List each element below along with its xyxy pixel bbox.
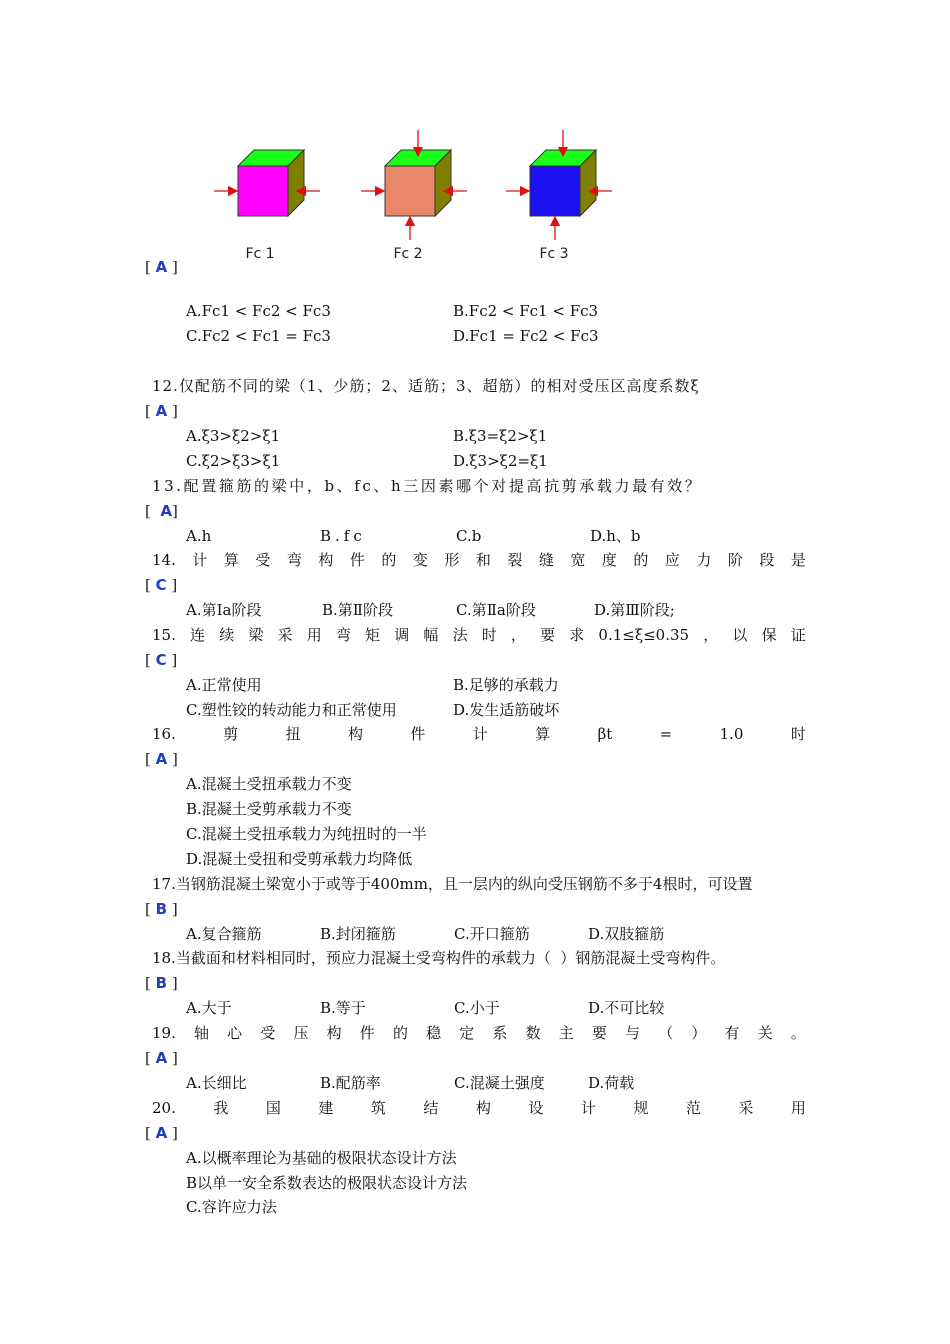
- option-q15-c: C.塑性铰的转动能力和正常使用: [186, 701, 397, 719]
- question-word: 15.: [152, 626, 176, 644]
- option-q18-b: B.等于: [320, 999, 366, 1017]
- figure-label-fc3: Fc 3: [539, 246, 569, 262]
- question-word: 阶: [727, 551, 743, 569]
- answer-line-q17: [ B ]: [145, 900, 178, 918]
- question-word: 计: [192, 551, 208, 569]
- answer-line-q16: [ A ]: [145, 750, 178, 768]
- answer-q19: A: [155, 1049, 168, 1067]
- answer-line-q12: [ A ]: [145, 402, 178, 420]
- question-word: 20.: [152, 1099, 176, 1117]
- question-12: 12.仅配筋不同的梁（1、少筋；2、适筋；3、超筋）的相对受压区高度系数ξ: [152, 377, 700, 395]
- question-word: 稳: [426, 1024, 442, 1042]
- question-word: 算: [223, 551, 239, 569]
- option-q12-c: C.ξ2>ξ3>ξ1: [186, 452, 281, 470]
- question-word: 关: [757, 1024, 773, 1042]
- question-word: 系: [492, 1024, 508, 1042]
- option-q14-c: C.第Ⅱa阶段: [456, 601, 536, 619]
- figure-label-fc2: Fc 2: [393, 246, 423, 262]
- question-word: 构: [326, 1024, 342, 1042]
- question-word: 规: [633, 1099, 649, 1117]
- question-word: 应: [664, 551, 680, 569]
- answer-q13: A: [160, 502, 172, 520]
- question-word: 建: [318, 1099, 334, 1117]
- answer-q12: A: [155, 402, 168, 420]
- option-q11-d: D.Fc1 = Fc2 < Fc3: [453, 327, 599, 345]
- question-word: 度: [601, 551, 617, 569]
- question-word: 时: [790, 725, 806, 743]
- question-word: 宽: [570, 551, 586, 569]
- option-q13-c: C.b: [456, 527, 482, 545]
- question-word: 构: [318, 551, 334, 569]
- question-20: [152, 1098, 806, 1118]
- option-q19-c: C.混凝土强度: [454, 1074, 545, 1092]
- answer-line-q18: [ B ]: [145, 974, 178, 992]
- option-q12-a: A.ξ3>ξ2>ξ1: [186, 427, 281, 445]
- option-q15-a: A.正常使用: [186, 676, 262, 694]
- question-word: 我: [213, 1099, 229, 1117]
- question-word: 与: [625, 1024, 641, 1042]
- option-q18-a: A.大于: [186, 999, 232, 1017]
- question-word: 16.: [152, 725, 176, 743]
- option-q19-d: D.荷载: [588, 1074, 635, 1092]
- answer-line-q11: [ A ]: [145, 258, 178, 276]
- question-word: 矩: [365, 626, 381, 644]
- option-q14-a: A.第Ⅰa阶段: [186, 601, 262, 619]
- question-word: 梁: [248, 626, 264, 644]
- question-word: 裂: [507, 551, 523, 569]
- question-word: 调: [394, 626, 410, 644]
- option-q18-d: D.不可比较: [588, 999, 665, 1017]
- question-word: 国: [265, 1099, 281, 1117]
- question-word: 结: [423, 1099, 439, 1117]
- answer-q20: A: [155, 1124, 168, 1142]
- question-14: [152, 550, 806, 570]
- question-word: 范: [685, 1099, 701, 1117]
- question-word: 心: [227, 1024, 243, 1042]
- option-q14-b: B.第Ⅱ阶段: [322, 601, 393, 619]
- option-q15-d: D.发生适筋破坏: [453, 701, 560, 719]
- question-word: 筑: [370, 1099, 386, 1117]
- question-word: ，: [510, 626, 526, 644]
- question-word: 要: [591, 1024, 607, 1042]
- answer-line-q20: [ A ]: [145, 1124, 178, 1142]
- option-q19-b: B.配筋率: [320, 1074, 381, 1092]
- question-word: 证: [790, 626, 806, 644]
- cube-fc1-front: [238, 166, 288, 216]
- option-q11-b: B.Fc2 < Fc1 < Fc3: [453, 302, 599, 320]
- question-word: 的: [633, 551, 649, 569]
- answer-q15: C: [155, 651, 167, 669]
- question-word: 0.1≤ξ≤0.35: [598, 626, 690, 644]
- option-q16-d: D.混凝土受扭和受剪承载力均降低: [186, 850, 413, 868]
- question-word: 缝: [538, 551, 554, 569]
- question-word: 主: [558, 1024, 574, 1042]
- question-word: ）: [691, 1024, 707, 1042]
- question-word: 力: [696, 551, 712, 569]
- cube-fc2-front: [385, 166, 435, 216]
- option-q16-a: A.混凝土受扭承载力不变: [186, 775, 352, 793]
- question-word: 弯: [335, 626, 351, 644]
- option-q17-a: A.复合箍筋: [186, 925, 262, 943]
- question-word: βt: [597, 725, 613, 743]
- answer-q14: C: [155, 576, 167, 594]
- option-q12-d: D.ξ3>ξ2=ξ1: [453, 452, 548, 470]
- question-word: 计: [472, 725, 488, 743]
- question-word: 和: [475, 551, 491, 569]
- option-q14-d: D.第Ⅲ阶段;: [594, 601, 675, 619]
- question-word: =: [659, 725, 673, 743]
- question-word: 扭: [285, 725, 301, 743]
- cube-figure: [205, 128, 625, 268]
- question-word: ，: [703, 626, 719, 644]
- question-18: 18.当截面和材料相同时，预应力混凝土受弯构件的承载力（ ）钢筋混凝土受弯构件。: [152, 949, 726, 967]
- question-word: 形: [444, 551, 460, 569]
- question-word: 法: [452, 626, 468, 644]
- question-word: 。: [790, 1024, 806, 1042]
- question-word: 数: [525, 1024, 541, 1042]
- option-q19-a: A.长细比: [186, 1074, 247, 1092]
- question-word: 构: [348, 725, 364, 743]
- question-word: 的: [392, 1024, 408, 1042]
- option-q20-c: C.容许应力法: [186, 1198, 277, 1216]
- answer-q18: B: [155, 974, 168, 992]
- question-word: 件: [349, 551, 365, 569]
- question-word: 的: [381, 551, 397, 569]
- option-q17-d: D.双肢箍筋: [588, 925, 665, 943]
- question-word: 算: [535, 725, 551, 743]
- question-word: 以: [732, 626, 748, 644]
- option-q15-b: B.足够的承载力: [453, 676, 559, 694]
- question-word: 计: [580, 1099, 596, 1117]
- option-q13-b: B.fc: [320, 527, 366, 545]
- option-q13-d: D.h、b: [590, 527, 641, 545]
- question-19: [152, 1023, 806, 1043]
- question-word: 剪: [223, 725, 239, 743]
- figure-label-fc1: Fc 1: [245, 246, 275, 262]
- question-word: 段: [759, 551, 775, 569]
- question-word: 设: [528, 1099, 544, 1117]
- option-q12-b: B.ξ3=ξ2>ξ1: [453, 427, 548, 445]
- option-q11-c: C.Fc2 < Fc1 = Fc3: [186, 327, 331, 345]
- question-word: 用: [306, 626, 322, 644]
- question-word: 求: [569, 626, 585, 644]
- question-word: 要: [540, 626, 556, 644]
- question-word: 14.: [152, 551, 176, 569]
- question-word: 弯: [286, 551, 302, 569]
- question-17: 17.当钢筋混凝土梁宽小于或等于400mm，且一层内的纵向受压钢筋不多于4根时，可设置: [152, 875, 753, 893]
- cube-fc3-front: [530, 166, 580, 216]
- question-word: 续: [219, 626, 235, 644]
- question-word: 用: [790, 1099, 806, 1117]
- question-word: 保: [761, 626, 777, 644]
- question-word: 件: [359, 1024, 375, 1042]
- option-q16-c: C.混凝土受扭承载力为纯扭时的一半: [186, 825, 427, 843]
- answer-line-q19: [ A ]: [145, 1049, 178, 1067]
- option-q20-b: B以单一安全系数表达的极限状态设计方法: [186, 1174, 468, 1192]
- question-word: 定: [459, 1024, 475, 1042]
- answer-line-q15: [ C ]: [145, 651, 178, 669]
- answer-line-q13: [ A]: [145, 502, 178, 520]
- question-word: 压: [293, 1024, 309, 1042]
- answer-q11: A: [155, 258, 168, 276]
- question-word: 19.: [152, 1024, 176, 1042]
- option-q17-c: C.开口箍筋: [454, 925, 530, 943]
- question-word: 幅: [423, 626, 439, 644]
- question-word: 有: [724, 1024, 740, 1042]
- question-word: （: [658, 1024, 674, 1042]
- question-word: 是: [790, 551, 806, 569]
- option-q20-a: A.以概率理论为基础的极限状态设计方法: [186, 1149, 457, 1167]
- question-16: [152, 724, 806, 744]
- question-15: [152, 625, 806, 645]
- option-q13-a: A.h: [186, 527, 212, 545]
- question-word: 1.0: [719, 725, 744, 743]
- question-word: 采: [738, 1099, 754, 1117]
- question-word: 连: [190, 626, 206, 644]
- question-word: 受: [255, 551, 271, 569]
- option-q16-b: B.混凝土受剪承载力不变: [186, 800, 352, 818]
- option-q17-b: B.封闭箍筋: [320, 925, 396, 943]
- question-word: 受: [260, 1024, 276, 1042]
- answer-line-q14: [ C ]: [145, 576, 178, 594]
- question-word: 时: [481, 626, 497, 644]
- question-word: 件: [410, 725, 426, 743]
- answer-q17: B: [155, 900, 168, 918]
- question-word: 变: [412, 551, 428, 569]
- question-word: 轴: [194, 1024, 210, 1042]
- option-q11-a: A.Fc1 < Fc2 < Fc3: [186, 302, 331, 320]
- question-word: 采: [277, 626, 293, 644]
- question-13: 13.配置箍筋的梁中，b、fc、h三因素哪个对提高抗剪承载力最有效？: [152, 477, 703, 495]
- answer-q16: A: [155, 750, 168, 768]
- question-word: 构: [475, 1099, 491, 1117]
- option-q18-c: C.小于: [454, 999, 500, 1017]
